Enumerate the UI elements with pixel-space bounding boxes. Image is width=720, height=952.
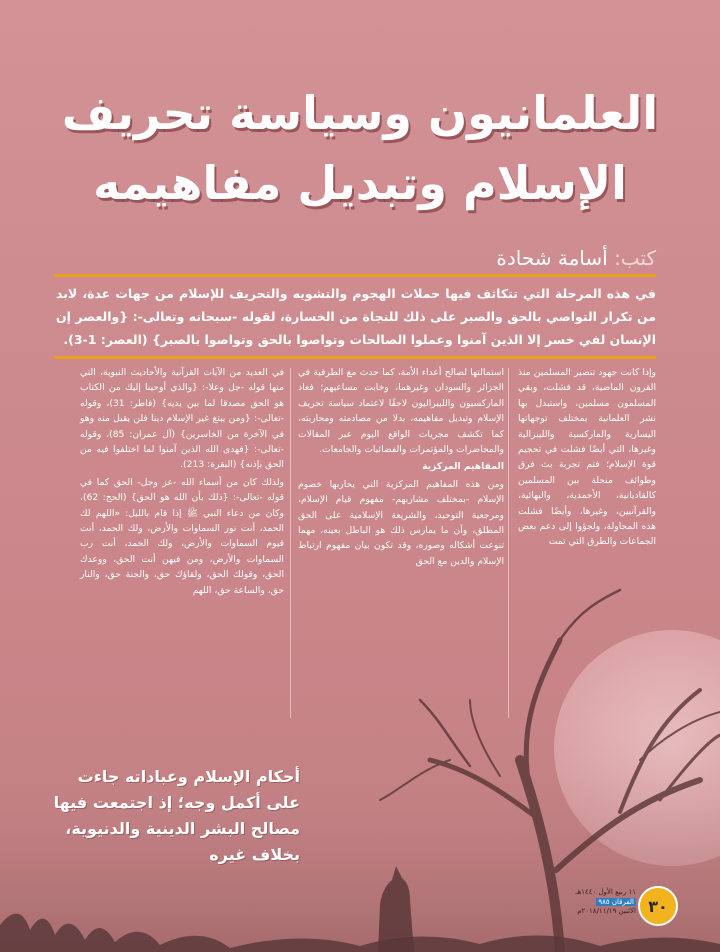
- pull-quote-line-1: أحكام الإسلام وعباداته جاءت: [77, 767, 300, 786]
- article-title: [60, 78, 660, 218]
- column-1-text: وإذا كانت جهود تنصير المسلمين منذ القرون الماضية، قد فشلت، وبقي المسلمون مسلمين، واستبدل بها نشر العلمانية بمختلف توجهاتها اليسارية والماركسية والليبرالية وغيرها، التي أيضًا فشلت في تحجيم قوة الإسلام؛ فتم تجربة بث فرق وطوائف منحلة بين المسلمين كالقاديانية، الأحمدية، والبهائية، والقرآنيين، وغيرها، وأيضًا فشلت هذه المحاولة، ولجؤوا إلى دعم بعض الجماعات والطرق التي تمت: [518, 367, 656, 548]
- issue-info: [575, 888, 636, 917]
- intro-paragraph: في هذه المرحلة التي تتكاثف فيها حملات الهجوم والتشويه والتحريف للإسلام من جهات عدة، لابد من تكرار التواصي بالحق والصبر على ذلك للنجاة من الخسارة، لقوله -سبحانه وتعالى-: {والعصر إن الإنسان لفي خسر إلا الذين آمنوا وعملوا الصالحات وتواصوا بالحق وتواصوا بالصبر} (العصر: 1-3).: [56, 286, 656, 347]
- pull-quote-line-4: بخلاف غيره: [209, 845, 300, 864]
- column-2-subheading: المفاهيم المركزية: [422, 461, 504, 473]
- page-footer: [576, 886, 686, 924]
- column-1: [518, 365, 656, 552]
- issue-tag: الفرقان ٩٨٥: [598, 897, 634, 906]
- issue-date-gregorian: الاثنين ٢٠١٨/١١/١٩م: [577, 907, 636, 915]
- author-name: أسامة شحادة: [496, 246, 608, 270]
- pull-quote-line-3: مصالح البشر الدينية والدنيوية،: [65, 819, 300, 838]
- top-divider: [54, 274, 656, 277]
- column-divider: [290, 368, 291, 718]
- title-line-1: العلمانيون وسياسة تحريف: [61, 86, 659, 140]
- title-line-2: الإسلام وتبديل مفاهيمه: [93, 156, 627, 210]
- issue-date-hijri: ١١ ربيع الأول ١٤٤٠هـ: [575, 888, 636, 896]
- column-3-paragraph-2: ولذلك كان من أسماء الله -عز وجل- الحق كما في قوله -تعالى-: {ذلك بأن الله هو الحق} (الحج: 62)، وكان من دعاء النبي ﷺ إذا قام بالليل: «اللهم لك الحمد، أنت نور السماوات والأرض، ولك الحمد، أنت قيوم السماوات والأرض، ولك الحمد، أنت رب السماوات والأرض، ومن فيهن أنت الحق، ووعدك الحق، وقولك الحق، ولقاؤك حق، والجنة حق، والنار حق، والساعة حق، اللهم: [80, 476, 284, 596]
- column-2-paragraph-2: ومن هذه المفاهيم المركزية التي يحاربها خصوم الإسلام -بمختلف مشاربهم- مفهوم قيام الإسلام، ومرجعية التوحيد، والشريعة الإسلامية على الحق المطلق، وأن ما يمارس ذلك هو الباطل بعينه، مهما تنوعت أشكاله وصوره، وقد تكون بيان مفهوم ارتباط الإسلام والدين مع الحق: [298, 478, 504, 567]
- byline-label: كتب:: [614, 246, 656, 270]
- column-3-paragraph-1: في العديد من الآيات القرآنية والأحاديث النبوية، التي منها قوله -جل وعلا-: {والذي أوحينا إليك من الكتاب هو الحق مصدقا لما بين يديه} (فاطر: 31)، وقوله -تعالى-: {ومن يبتغ غير الإسلام دينا فلن يقبل منه وهو في الآخرة من الخاسرين} (آل عمران: 85)، وقوله -تعالى-: {فهدى الله الذين آمنوا لما اختلفوا فيه من الحق بإذنه} (البقرة: 213).: [80, 367, 284, 471]
- bottom-divider: [54, 356, 656, 359]
- page-number-badge: ٣٠: [638, 886, 678, 926]
- pull-quote-line-2: على أكمل وجه؛ إذ اجتمعت فيها: [53, 793, 300, 812]
- byline: [496, 246, 656, 270]
- column-3: [80, 365, 284, 600]
- column-divider: [508, 368, 509, 718]
- column-2-paragraph-1: استمالتها لصالح أعداء الأمة، كما حدث مع الطرقية في الجزائر والسودان وغيرهما، وخابت مساعيهم؛ فعاد الماركسيون والليبراليون لاحقًا لاعتماد سياسة تحريف الإسلام وتبديل مفاهيمه، بدلا من مصادمته ومحاربته، كما تكشف مجريات الواقع اليوم عبر المقالات والمحاضرات والمؤتمرات والفضائيات والجامعات.: [298, 367, 504, 456]
- column-2: [298, 365, 504, 571]
